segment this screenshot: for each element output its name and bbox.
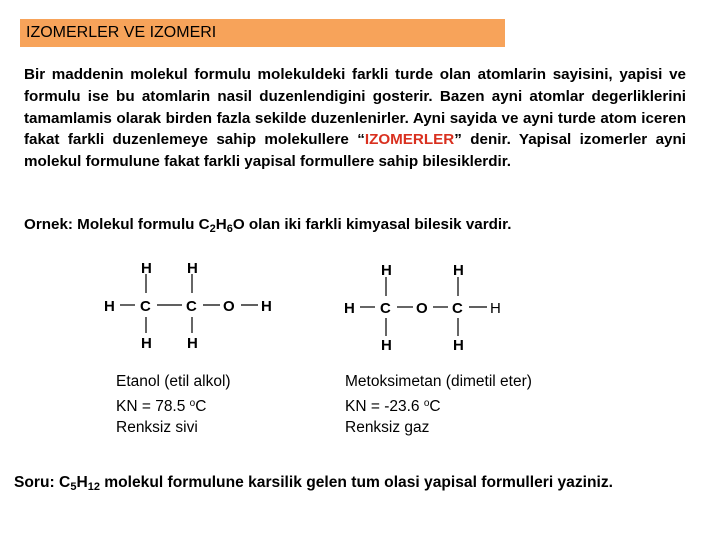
atom-h: H	[381, 337, 392, 354]
example-sub-h: 6	[226, 223, 233, 235]
question-sub-c: 5	[70, 481, 77, 493]
dimethyl-ether-properties	[345, 371, 532, 439]
atom-c: C	[186, 298, 197, 315]
degree-symbol: o	[189, 397, 196, 409]
paragraph-text-1: Bir maddenin molekul formulu molekuldeki farkli turde olan atomlarin sayisini, yapisi ve formulu ise bu atomlarin nasil duzenlendigini gosterir. Bazen ayni atomlar degerliklerini tamamlamis olarak birden fazla sekilde duzenlenirler. Ayni sayida ve ayni turde atom iceren fakat farkli duzenlemeye sahip molekullere “	[24, 66, 686, 149]
ethanol-state: Renksiz sivi	[116, 419, 198, 436]
ethanol-kn-value: KN = 78.5	[116, 397, 190, 415]
atom-h: H	[344, 300, 355, 317]
ethanol-name: Etanol (etil alkol)	[116, 373, 231, 390]
dimethyl-ether-state: Renksiz gaz	[345, 419, 430, 436]
question-h: H	[76, 474, 88, 491]
dimethyl-ether-kn-unit: C	[429, 397, 441, 415]
atom-h: H	[141, 260, 152, 277]
atom-h: H	[453, 262, 464, 279]
highlight-term: IZOMERLER	[364, 131, 455, 149]
intro-paragraph	[24, 64, 686, 173]
atom-o: O	[223, 298, 235, 315]
ethanol-kn-unit: C	[195, 397, 207, 415]
atom-c: C	[452, 300, 463, 317]
dimethyl-ether-name: Metoksimetan (dimetil eter)	[345, 373, 532, 390]
question-suffix: molekul formulune karsilik gelen tum olasi yapisal formulleri yaziniz.	[99, 474, 613, 491]
atom-c: C	[140, 298, 151, 315]
atom-h: H	[453, 337, 464, 354]
paragraph-text-2: ” denir. Yapisal izomerler ayni molekul formulune fakat farkli yapisal formullere sahip bilesiklerdir.	[24, 131, 686, 171]
dimethyl-ether-boiling-point	[345, 393, 532, 418]
question-line	[14, 474, 714, 493]
example-suffix: O olan iki farkli kimyasal bilesik vardir.	[232, 216, 512, 233]
atom-h: H	[381, 262, 392, 279]
atom-h: H	[261, 298, 272, 315]
atom-h: H	[187, 335, 198, 352]
degree-symbol: o	[423, 397, 430, 409]
page-title: IZOMERLER VE IZOMERI	[26, 24, 217, 41]
dimethyl-ether-structure	[335, 258, 535, 358]
atom-c: C	[380, 300, 391, 317]
atom-h: H	[490, 300, 501, 317]
example-line	[24, 216, 684, 235]
ethanol-properties	[116, 371, 231, 439]
atom-h: H	[187, 260, 198, 277]
ethanol-structure	[95, 255, 295, 355]
title-bar	[20, 19, 505, 47]
example-sub-c: 2	[209, 223, 216, 235]
example-h: H	[215, 216, 227, 233]
question-prefix: Soru: C	[14, 474, 71, 491]
question-sub-h: 12	[87, 481, 100, 493]
ethanol-boiling-point	[116, 393, 231, 418]
dimethyl-ether-kn-value: KN = -23.6	[345, 397, 424, 415]
atom-h: H	[104, 298, 115, 315]
example-prefix: Ornek: Molekul formulu C	[24, 216, 210, 233]
atom-h: H	[141, 335, 152, 352]
atom-o: O	[416, 300, 428, 317]
